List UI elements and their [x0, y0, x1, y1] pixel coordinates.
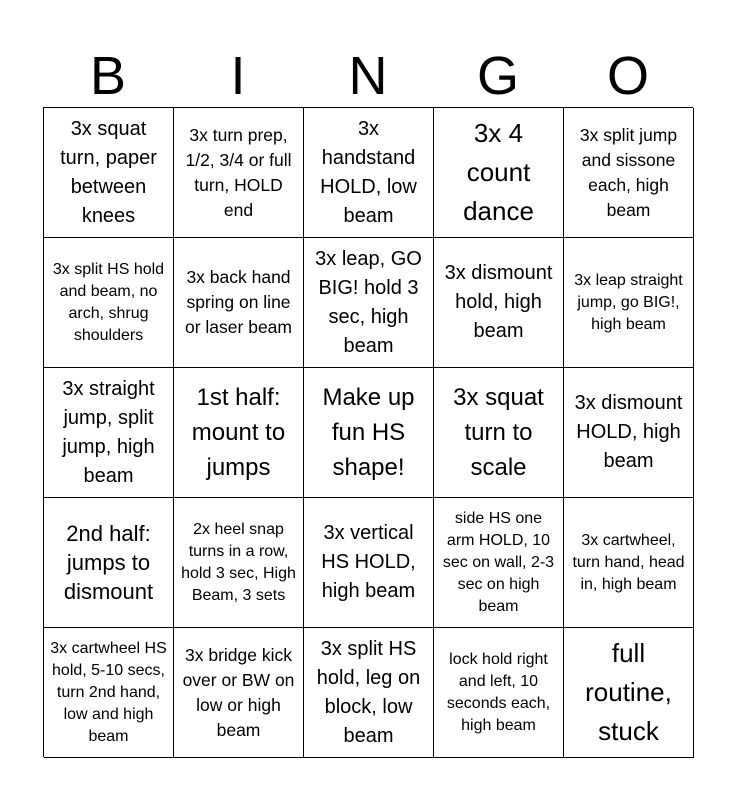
bingo-cell[interactable]	[174, 108, 304, 238]
bingo-cell[interactable]	[44, 238, 174, 368]
cell-text: 3x vertical HS HOLD, high beam	[321, 522, 416, 602]
bingo-header	[43, 44, 693, 108]
header-letter-i: I	[230, 46, 246, 106]
cell-text: 1st half: mount to jumps	[191, 384, 286, 481]
cell-text: 3x turn prep, 1/2, 3/4 or full turn, HOLD end	[185, 124, 292, 220]
cell-text: 2nd half: jumps to dismount	[63, 521, 154, 604]
bingo-cell[interactable]	[44, 628, 174, 758]
cell-text: 3x bridge kick over or BW on low or high beam	[182, 644, 295, 740]
cell-text: Make up fun HS shape!	[322, 384, 415, 481]
bingo-cell[interactable]	[564, 498, 694, 628]
bingo-cell[interactable]	[174, 238, 304, 368]
bingo-cell[interactable]	[434, 108, 564, 238]
bingo-grid	[43, 107, 693, 757]
bingo-cell[interactable]	[564, 368, 694, 498]
bingo-cell[interactable]	[434, 498, 564, 628]
bingo-cell[interactable]	[434, 238, 564, 368]
bingo-cell[interactable]	[434, 368, 564, 498]
cell-text: 3x squat turn to scale	[453, 384, 544, 481]
cell-text: 3x squat turn, paper between knees	[60, 117, 157, 227]
bingo-cell[interactable]	[44, 498, 174, 628]
bingo-cell[interactable]	[174, 498, 304, 628]
bingo-cell[interactable]	[174, 368, 304, 498]
bingo-cell[interactable]	[304, 498, 434, 628]
bingo-cell[interactable]	[304, 238, 434, 368]
cell-text: 3x split jump and sissone each, high beam	[579, 124, 678, 220]
cell-text: side HS one arm HOLD, 10 sec on wall, 2-3 sec on high beam	[442, 509, 555, 615]
cell-text: 3x cartwheel HS hold, 5-10 secs, turn 2nd hand, low and high beam	[50, 639, 167, 745]
cell-text: 3x split HS hold, leg on block, low beam	[316, 637, 421, 747]
cell-text: 3x leap straight jump, go BIG!, high beam	[574, 271, 683, 333]
bingo-cell[interactable]	[44, 368, 174, 498]
header-letter-b: B	[89, 46, 127, 106]
bingo-cell[interactable]	[564, 108, 694, 238]
bingo-cell[interactable]	[304, 108, 434, 238]
cell-text: 3x 4 count dance	[463, 118, 534, 226]
header-letter-g: G	[476, 46, 519, 106]
cell-text: 3x straight jump, split jump, high beam	[62, 377, 155, 487]
cell-text: 2x heel snap turns in a row, hold 3 sec, High Beam, 3 sets	[181, 520, 296, 604]
cell-text: lock hold right and left, 10 seconds each, high beam	[446, 650, 551, 734]
cell-text: 3x split HS hold and beam, no arch, shrug shoulders	[52, 260, 165, 344]
cell-text: 3x leap, GO BIG! hold 3 sec, high beam	[315, 247, 422, 357]
cell-text: 3x handstand HOLD, low beam	[320, 117, 417, 227]
cell-text: full routine, stuck	[585, 638, 672, 746]
bingo-cell[interactable]	[44, 108, 174, 238]
cell-text: 3x dismount HOLD, high beam	[574, 392, 683, 472]
cell-text: 3x cartwheel, turn hand, head in, high beam	[572, 531, 685, 593]
bingo-cell[interactable]	[564, 628, 694, 758]
cell-text: 3x back hand spring on line or laser beam	[185, 267, 292, 337]
bingo-cell[interactable]	[174, 628, 304, 758]
header-letter-n: N	[348, 46, 388, 106]
bingo-cell[interactable]	[304, 628, 434, 758]
bingo-cell[interactable]	[304, 368, 434, 498]
cell-text: 3x dismount hold, high beam	[444, 262, 553, 342]
bingo-cell[interactable]	[434, 628, 564, 758]
header-letter-o: O	[606, 46, 649, 106]
bingo-cell[interactable]	[564, 238, 694, 368]
